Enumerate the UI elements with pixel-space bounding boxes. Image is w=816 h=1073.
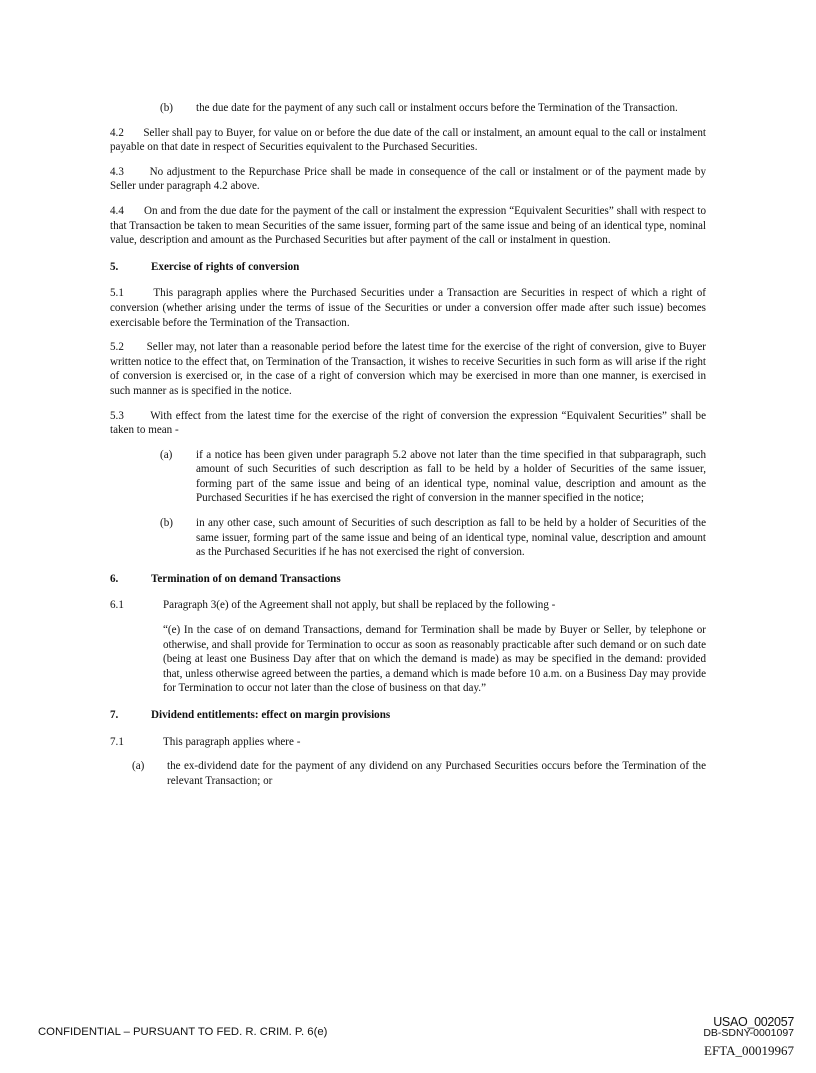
section-heading-7 bbox=[110, 708, 706, 723]
paragraph-4-4 bbox=[110, 204, 706, 248]
clause-label: (a) bbox=[160, 448, 173, 461]
paragraph-4-3 bbox=[110, 165, 706, 194]
paragraph-number: 4.4 bbox=[110, 204, 124, 217]
clause-4-b bbox=[110, 101, 706, 116]
section-title: Dividend entitlements: effect on margin provisions bbox=[151, 709, 391, 721]
section-title: Exercise of rights of conversion bbox=[151, 260, 300, 273]
paragraph-number: 4.2 bbox=[110, 126, 124, 139]
paragraph-text: No adjustment to the Repurchase Price shall be made in consequence of the call or instalment or of the payment made by Seller under paragraph 4.2 above. bbox=[110, 165, 706, 193]
paragraph-text: This paragraph applies where the Purchased Securities under a Transaction are Securities in respect of which a right of conversion (whether arising under the terms of issue of the Securities or under a conversion offer made after such issue) becomes exercisable before the Termination of the Transaction. bbox=[110, 287, 706, 329]
document-body bbox=[110, 101, 706, 788]
bates-sdny-stamp: DB-SDNY-0001097 bbox=[703, 1027, 794, 1039]
paragraph-number: 5.3 bbox=[110, 409, 124, 422]
section-number: 6. bbox=[110, 572, 119, 585]
clause-7-1-a bbox=[110, 759, 706, 788]
clause-text: the ex-dividend date for the payment of any dividend on any Purchased Securities occurs before the Termination of the relevant Transaction; or bbox=[167, 760, 706, 787]
clause-5-3-a bbox=[110, 448, 706, 506]
clause-5-3-b bbox=[110, 516, 706, 560]
section-heading-6 bbox=[110, 572, 706, 587]
paragraph-text: Paragraph 3(e) of the Agreement shall not apply, but shall be replaced by the following - bbox=[163, 599, 556, 612]
clause-text: if a notice has been given under paragraph 5.2 above not later than the time specified in that subparagraph, such amount of such Securities of such description as fall to be held by a holder of Securities of the same issuer, forming part of the same issue and being of an identical type, nominal value, description and amount as the Purchased Securities if he has exercised the right of conversion in the manner specified in the notice; bbox=[196, 448, 706, 505]
paragraph-text: Seller shall pay to Buyer, for value on or before the due date of the call or instalment, an amount equal to the call or instalment payable on that date in respect of Securities equivalent to the Purchased Securities. bbox=[110, 126, 706, 154]
paragraph-number: 4.3 bbox=[110, 165, 124, 178]
bates-usao-stamp: USAO_002057 bbox=[713, 1015, 794, 1029]
bates-efta-stamp: EFTA_00019967 bbox=[704, 1043, 794, 1058]
section-heading-5 bbox=[110, 260, 706, 275]
section-number: 7. bbox=[110, 709, 119, 721]
paragraph-text: Seller may, not later than a reasonable period before the latest time for the exercise of the right of conversion, give to Buyer written notice to the effect that, on Termination of the Transaction, it wishes to receive Securities in such form as will arise if the right of conversion is exercised or, in the case of a right of conversion which may be exercised in more than one manner, is exercised in such manner as is specified in the notice. bbox=[110, 341, 706, 397]
confidentiality-notice: CONFIDENTIAL – PURSUANT TO FED. R. CRIM. P. 6(e) bbox=[38, 1026, 328, 1038]
section-title: Termination of on demand Transactions bbox=[151, 572, 341, 585]
clause-label: (b) bbox=[160, 517, 173, 530]
section-number: 5. bbox=[110, 260, 119, 273]
paragraph-number: 5.2 bbox=[110, 341, 124, 354]
paragraph-6-1 bbox=[110, 598, 706, 613]
paragraph-text: This paragraph applies where - bbox=[163, 735, 301, 748]
paragraph-text: With effect from the latest time for the exercise of the right of conversion the expression “Equivalent Securities” shall be taken to mean - bbox=[110, 409, 706, 437]
paragraph-5-1 bbox=[110, 286, 706, 330]
paragraph-number: 5.1 bbox=[110, 287, 124, 300]
clause-label: (b) bbox=[160, 102, 173, 114]
paragraph-text: On and from the due date for the payment of the call or instalment the expression “Equivalent Securities” shall with respect to that Transaction be taken to mean Securities of the same issuer, forming part of the same issue and being of an identical type, nominal value, description and amount as the Purchased Securities but after payment of the call or instalment in question. bbox=[110, 204, 706, 247]
paragraph-5-3 bbox=[110, 409, 706, 438]
paragraph-4-2 bbox=[110, 126, 706, 155]
paragraph-5-2 bbox=[110, 340, 706, 398]
paragraph-7-1 bbox=[110, 735, 706, 750]
clause-label: (a) bbox=[132, 760, 145, 773]
paragraph-number: 7.1 bbox=[110, 735, 124, 748]
clause-text: the due date for the payment of any such call or instalment occurs before the Termination of the Transaction. bbox=[196, 102, 678, 114]
paragraph-number: 6.1 bbox=[110, 599, 124, 612]
clause-text: in any other case, such amount of Securities of such description as fall to be held by a holder of Securities of the same issuer, forming part of the same issue and being of an identical type, nominal value, description and amount as the Purchased Securities if he has not exercised the right of conversion. bbox=[196, 517, 706, 559]
quoted-clause-3e: “(e) In the case of on demand Transactions, demand for Termination shall be made by Buyer or Seller, by telephone or otherwise, and shall provide for Termination to occur as soon as reasonably practicable after such demand or on such date (being at least one Business Day after that on which the demand is made) as may be specified in the demand: provided that, unless otherwise agreed between the parties, a demand which is made before 10 a.m. on a Business Day may provide for Termination to occur not later than the close of business on that day.” bbox=[163, 624, 706, 695]
